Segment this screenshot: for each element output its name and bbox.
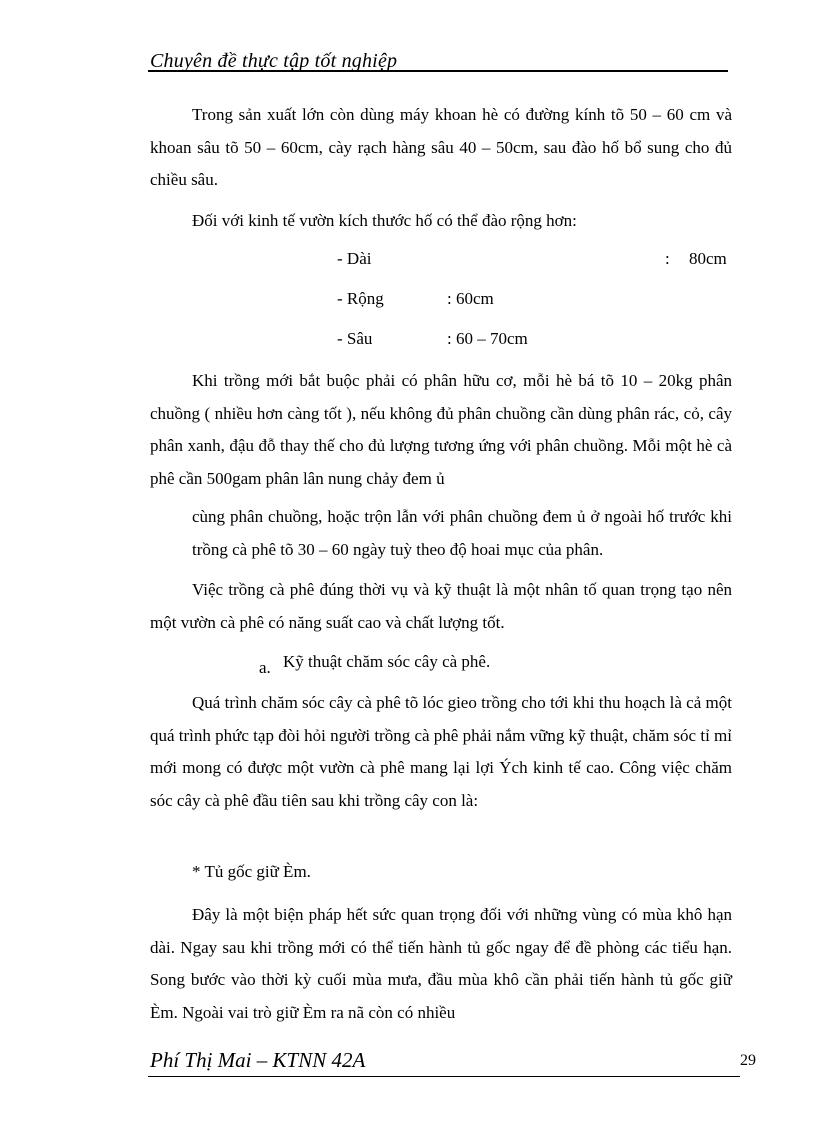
- paragraph-3: Khi trồng mới bắt buộc phải có phân hữu cơ, mỗi hè bá tõ 10 – 20kg phân chuồng ( nhiều hơn càng tốt ), nếu không đủ phân chuồng cần dùng phân rác, cỏ, cây phân xanh, đậu đỗ thay thế cho đủ lượng tương ứng với phân chuồng. Mỗi một hè cà phê cần 500gam phân lân nung chảy đem ủ: [150, 371, 732, 488]
- paragraph-2: Đối với kinh tế vườn kích thước hố có thể đào rộng hơn:: [192, 211, 577, 230]
- dimension-depth-value: : 60 – 70cm: [447, 329, 528, 348]
- paragraph-5: Việc trồng cà phê đúng thời vụ và kỹ thuật là một nhân tố quan trọng tạo nên một vườn cà phê có năng suất cao và chất lượng tốt.: [150, 580, 732, 632]
- section-marker: a.: [259, 658, 271, 677]
- dimension-length-label: - Dài: [337, 249, 372, 268]
- footer-author: Phí Thị Mai – KTNN 42A: [150, 1048, 366, 1072]
- paragraph-6: Quá trình chăm sóc cây cà phê tõ lóc gieo trồng cho tới khi thu hoạch là cả một quá trình phức tạp đòi hỏi người trồng cà phê phải nắm vững kỹ thuật, chăm sóc tỉ mỉ mới mong có được một vườn cà phê mang lại lợi Ých kinh tế cao. Công việc chăm sóc cây cà phê đầu tiên sau khi trồng cây con là:: [150, 693, 732, 810]
- footer-divider: [148, 1076, 740, 1077]
- dimension-width-label: - Rộng: [337, 289, 384, 308]
- page-number: 29: [740, 1052, 756, 1069]
- dimension-length-value: 80cm: [689, 249, 727, 268]
- paragraph-1: Trong sản xuất lớn còn dùng máy khoan hè có đường kính tõ 50 – 60 cm và khoan sâu tõ 50 – 60cm, cày rạch hàng sâu 40 – 50cm, sau đào hố bổ sung cho đủ chiều sâu.: [150, 105, 732, 189]
- section-heading: Kỹ thuật chăm sóc cây cà phê.: [283, 652, 491, 671]
- paragraph-7: * Tủ gốc giữ Èm.: [192, 862, 311, 881]
- paragraph-4: cùng phân chuồng, hoặc trộn lẫn với phân chuồng đem ủ ở ngoài hố trước khi trồng cà phê tõ 30 – 60 ngày tuỳ theo độ hoai mục của phân.: [192, 507, 732, 559]
- header-title: Chuyên đề thực tập tốt nghiệp: [150, 50, 398, 72]
- header-divider: [148, 70, 728, 72]
- dimension-width-value: : 60cm: [447, 289, 494, 308]
- paragraph-8: Đây là một biện pháp hết sức quan trọng đối với những vùng có mùa khô hạn dài. Ngay sau khi trồng mới có thể tiến hành tủ gốc ngay để đề phòng các tiểu hạn. Song bước vào thời kỳ cuối mùa mưa, đầu mùa khô cần phải tiến hành tủ gốc giữ Èm. Ngoài vai trò giữ Èm ra nã còn có nhiều: [150, 905, 732, 1022]
- dimension-length-sep: :: [665, 249, 670, 268]
- dimension-depth-label: - Sâu: [337, 329, 373, 348]
